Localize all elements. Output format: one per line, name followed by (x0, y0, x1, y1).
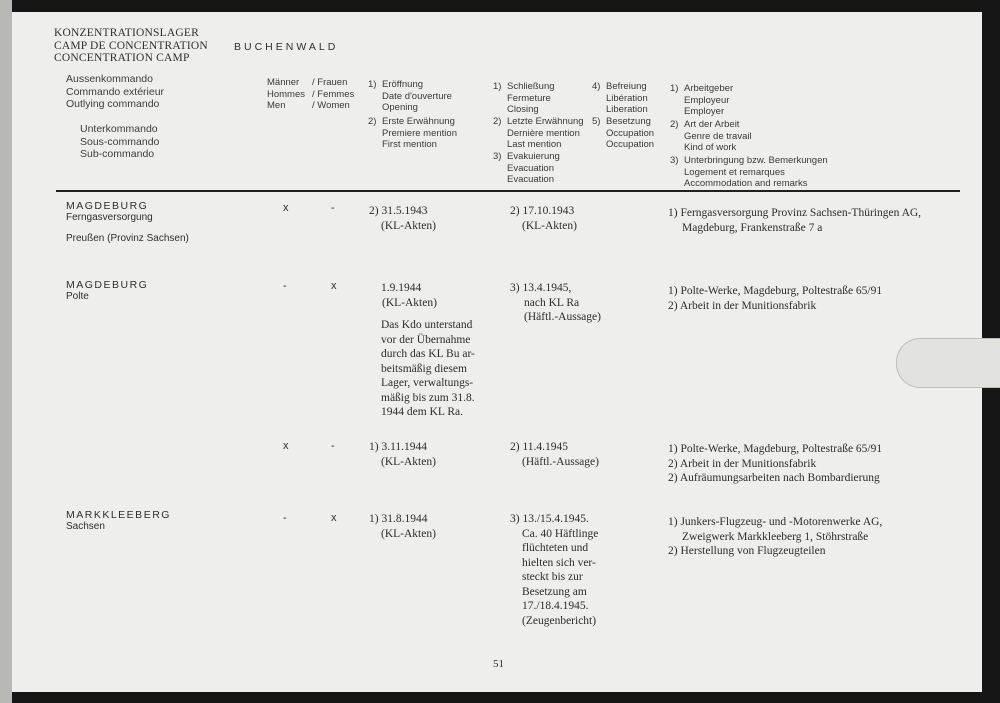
outlying-en: Outlying commando (66, 98, 160, 110)
closing-en: Closing (507, 104, 539, 115)
camp-label-en: CONCENTRATION CAMP (54, 52, 190, 64)
line: durch das KL Bu ar- (381, 348, 475, 360)
women-en: / Women (312, 100, 350, 111)
line (381, 310, 475, 318)
line: Lager, verwaltungs- (381, 377, 474, 389)
entry-3-closing (510, 440, 599, 469)
line: (Häftl.-Aussage) (524, 311, 601, 323)
header-col1-2 (368, 116, 457, 151)
line: 2) 17.10.1943 (510, 205, 575, 217)
evacuation-de: Evakuierung (507, 151, 560, 162)
line: Zweigwerk Markkleeberg 1, Stöhrstraße (682, 530, 869, 543)
closing-de: Schließung (507, 81, 555, 92)
accommodation-en: Accommodation and remarks (684, 178, 808, 189)
camp-label (54, 27, 208, 65)
first-mention-en: First mention (382, 139, 437, 150)
line: (KL-Akten) (381, 527, 436, 540)
line: (KL-Akten) (381, 455, 436, 468)
line: 1) 3.11.1944 (369, 441, 428, 453)
num: 4) (592, 81, 601, 92)
entry-1-men: x (283, 202, 289, 214)
header-col4-3 (670, 155, 828, 190)
line: (KL-Akten) (382, 296, 437, 309)
line: 3) 13.4.1945, (510, 282, 572, 294)
document-page (12, 12, 982, 692)
header-col2-2 (493, 116, 584, 151)
liberation-de: Befreiung (606, 81, 647, 92)
num: 2) (670, 119, 679, 130)
line: 1) Polte-Werke, Magdeburg, Poltestraße 65/91 (668, 285, 883, 297)
line: 17./18.4.1945. (522, 600, 589, 612)
num: 1) (493, 81, 502, 92)
work-kind-de: Art der Arbeit (684, 119, 740, 130)
line: 1.9.1944 (381, 282, 422, 294)
liberation-fr: Libération (606, 92, 648, 104)
place-name: MAGDEBURG (66, 279, 149, 291)
occupation-fr: Occupation (606, 127, 655, 139)
entry-2-location (66, 279, 148, 302)
header-col4-1 (670, 83, 733, 118)
entry-2-women: x (331, 280, 337, 292)
employer-en: Employer (684, 106, 725, 117)
entry-1-opening (369, 204, 436, 233)
outlying-de: Aussenkommando (66, 73, 153, 85)
last-mention-de: Letzte Erwähnung (507, 116, 584, 127)
closing-fr: Fermeture (507, 92, 551, 104)
num: 1) (670, 83, 679, 94)
line: 1) Junkers-Flugzeug- und -Motorenwerke AG, (668, 516, 883, 528)
last-mention-en: Last mention (507, 139, 562, 150)
men-fr: Hommes (267, 88, 306, 100)
subplace-name: Ferngasversorgung (66, 212, 153, 223)
line: 2) 11.4.1945 (510, 441, 569, 453)
entry-4-location (66, 509, 171, 532)
entry-2-work (668, 284, 882, 313)
header-col1-1 (368, 79, 452, 114)
header-col3-1 (592, 81, 648, 116)
line: 1) 31.8.1944 (369, 513, 428, 525)
entry-1-work (668, 206, 921, 235)
num: 2) (368, 116, 377, 127)
work-kind-en: Kind of work (684, 142, 737, 153)
entry-3-men: x (283, 440, 289, 452)
work-kind-fr: Genre de travail (684, 130, 752, 142)
evacuation-fr: Evacuation (507, 162, 555, 174)
accommodation-fr: Logement et remarques (684, 166, 785, 178)
line: beitsmäßig diesem (381, 362, 467, 375)
occupation-en: Occupation (606, 139, 655, 150)
line: 2) Aufräumungsarbeiten nach Bombardierung (668, 472, 880, 484)
entry-4-men: - (283, 512, 287, 524)
line: 1) Ferngasversorgung Provinz Sachsen-Thüringen AG, (668, 207, 922, 219)
camp-label-fr: CAMP DE CONCENTRATION (54, 39, 208, 52)
place-name: MARKKLEEBERG (66, 509, 171, 521)
entry-3-work (668, 442, 882, 486)
entry-4-work (668, 515, 882, 559)
camp-name: BUCHENWALD (234, 41, 339, 53)
line: hielten sich ver- (522, 556, 596, 569)
women-fr: / Femmes (312, 88, 355, 100)
line: Besetzung am (522, 585, 587, 598)
line: (Zeugenbericht) (522, 614, 597, 627)
region-name: Preußen (Provinz Sachsen) (66, 233, 189, 244)
employer-fr: Employeur (684, 94, 730, 106)
num: 3) (670, 155, 679, 166)
entry-1-location (66, 200, 189, 244)
sub-fr: Sous-commando (80, 135, 160, 148)
num: 1) (368, 79, 377, 90)
line: Magdeburg, Frankenstraße 7 a (682, 221, 823, 234)
page-tab-marker (896, 338, 1000, 388)
outlying-fr: Commando extérieur (66, 85, 165, 98)
last-mention-fr: Dernière mention (507, 127, 580, 139)
book-binding-edge (0, 0, 12, 703)
entry-4-women: x (331, 512, 337, 524)
opening-en: Opening (382, 102, 418, 113)
header-col2-1 (493, 81, 555, 116)
line: 1) Polte-Werke, Magdeburg, Poltestraße 65/91 (668, 443, 883, 455)
sub-en: Sub-commando (80, 148, 155, 160)
header-divider (56, 190, 960, 192)
line: (Häftl.-Aussage) (522, 455, 599, 468)
subplace-name: Sachsen (66, 521, 105, 532)
num: 2) (493, 116, 502, 127)
page-number: 51 (493, 658, 504, 670)
opening-fr: Date d'ouverture (382, 90, 452, 102)
outlying-label (66, 73, 164, 111)
camp-label-de: KONZENTRATIONSLAGER (54, 27, 199, 39)
entry-3-opening (369, 440, 436, 469)
num: 5) (592, 116, 601, 127)
entry-1-women: - (331, 202, 335, 214)
line: nach KL Ra (524, 296, 580, 309)
employer-de: Arbeitgeber (684, 83, 734, 94)
entry-4-closing (510, 512, 598, 628)
header-col4-2 (670, 119, 752, 154)
line: steckt bis zur (522, 571, 583, 583)
line: Das Kdo unterstand (381, 319, 473, 331)
line: 2) Herstellung von Flugzeugteilen (668, 545, 826, 557)
line: Ca. 40 Häftlinge (522, 527, 599, 540)
first-mention-de: Erste Erwähnung (382, 116, 455, 127)
sex-header-men (267, 77, 305, 112)
header-col3-2 (592, 116, 654, 151)
line: vor der Übernahme (381, 333, 471, 346)
subplace-name: Polte (66, 291, 89, 302)
place-name: MAGDEBURG (66, 200, 149, 212)
accommodation-de: Unterbringung bzw. Bemerkungen (684, 155, 828, 166)
men-de: Männer (267, 77, 300, 88)
entry-2-opening (381, 281, 475, 420)
entry-3-women: - (331, 440, 335, 452)
opening-de: Eröffnung (382, 79, 424, 90)
line: 1944 dem KL Ra. (381, 406, 463, 418)
line: mäßig bis zum 31.8. (381, 391, 475, 404)
women-de: / Frauen (312, 77, 348, 88)
line: (KL-Akten) (381, 219, 436, 232)
liberation-en: Liberation (606, 104, 648, 115)
first-mention-fr: Premiere mention (382, 127, 457, 139)
men-en: Men (267, 100, 286, 111)
line: (KL-Akten) (522, 219, 577, 232)
line: 2) 31.5.1943 (369, 205, 428, 217)
entry-2-men: - (283, 280, 287, 292)
line: 3) 13./15.4.1945. (510, 513, 589, 525)
line: 2) Arbeit in der Munitionsfabrik (668, 457, 817, 470)
line: 2) Arbeit in der Munitionsfabrik (668, 299, 817, 312)
sex-header-women (312, 77, 354, 112)
num: 3) (493, 151, 502, 162)
occupation-de: Besetzung (606, 116, 651, 127)
entry-1-closing (510, 204, 577, 233)
line: flüchteten und (522, 542, 589, 554)
header-col2-3 (493, 151, 560, 186)
evacuation-en: Evacuation (507, 174, 555, 185)
subcommando-label (80, 123, 159, 161)
entry-2-closing (510, 281, 601, 325)
sub-de: Unterkommando (80, 123, 158, 135)
entry-4-opening (369, 512, 436, 541)
